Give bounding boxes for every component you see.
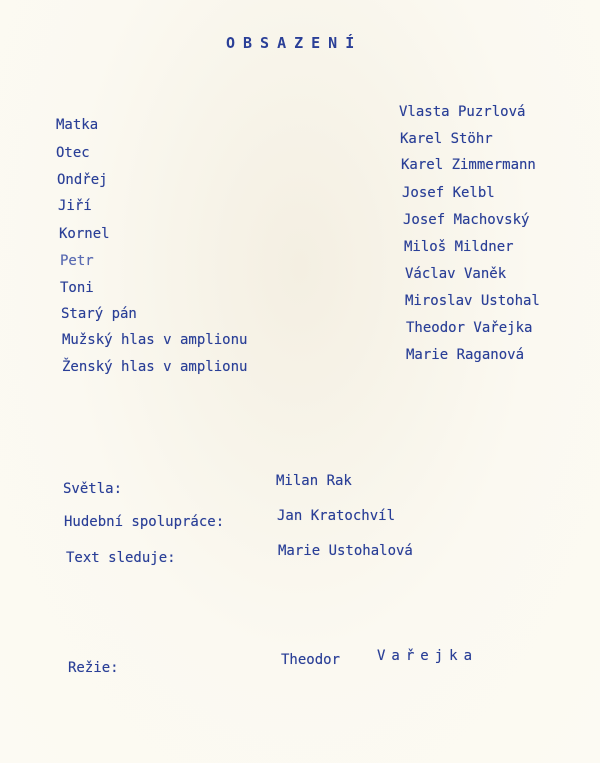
role-item: Petr bbox=[60, 253, 94, 269]
actor-item: Miloš Mildner bbox=[404, 239, 514, 255]
text-name: Marie Ustohalová bbox=[278, 543, 413, 559]
role-item: Toni bbox=[60, 280, 94, 296]
actor-item: Karel Zimmermann bbox=[401, 157, 536, 173]
music-name: Jan Kratochvíl bbox=[277, 508, 396, 524]
director-first-name: Theodor bbox=[281, 652, 341, 668]
actor-item: Vlasta Puzrlová bbox=[399, 104, 526, 120]
actor-item: Marie Raganová bbox=[406, 347, 525, 363]
actor-item: Josef Kelbl bbox=[402, 185, 495, 201]
role-item: Ženský hlas v amplionu bbox=[62, 359, 248, 375]
lights-label: Světla: bbox=[63, 481, 123, 497]
page-title: OBSAZENÍ bbox=[226, 34, 363, 52]
role-item: Ondřej bbox=[57, 172, 108, 188]
role-item: Otec bbox=[56, 145, 90, 161]
role-item: Starý pán bbox=[61, 306, 137, 322]
actor-item: Josef Machovský bbox=[403, 212, 530, 228]
actor-item: Miroslav Ustohal bbox=[405, 293, 540, 309]
director-last-name: Vařejka bbox=[377, 648, 479, 664]
director-label: Režie: bbox=[68, 660, 119, 676]
actor-item: Theodor Vařejka bbox=[406, 320, 533, 336]
role-item: Mužský hlas v amplionu bbox=[62, 332, 248, 348]
text-label: Text sleduje: bbox=[66, 550, 176, 566]
role-item: Kornel bbox=[59, 226, 110, 242]
music-label: Hudební spolupráce: bbox=[64, 514, 225, 530]
role-item: Jiří bbox=[58, 198, 92, 214]
actor-item: Václav Vaněk bbox=[405, 266, 507, 282]
actor-item: Karel Stöhr bbox=[400, 131, 493, 147]
role-item: Matka bbox=[56, 117, 99, 133]
lights-name: Milan Rak bbox=[276, 473, 352, 489]
